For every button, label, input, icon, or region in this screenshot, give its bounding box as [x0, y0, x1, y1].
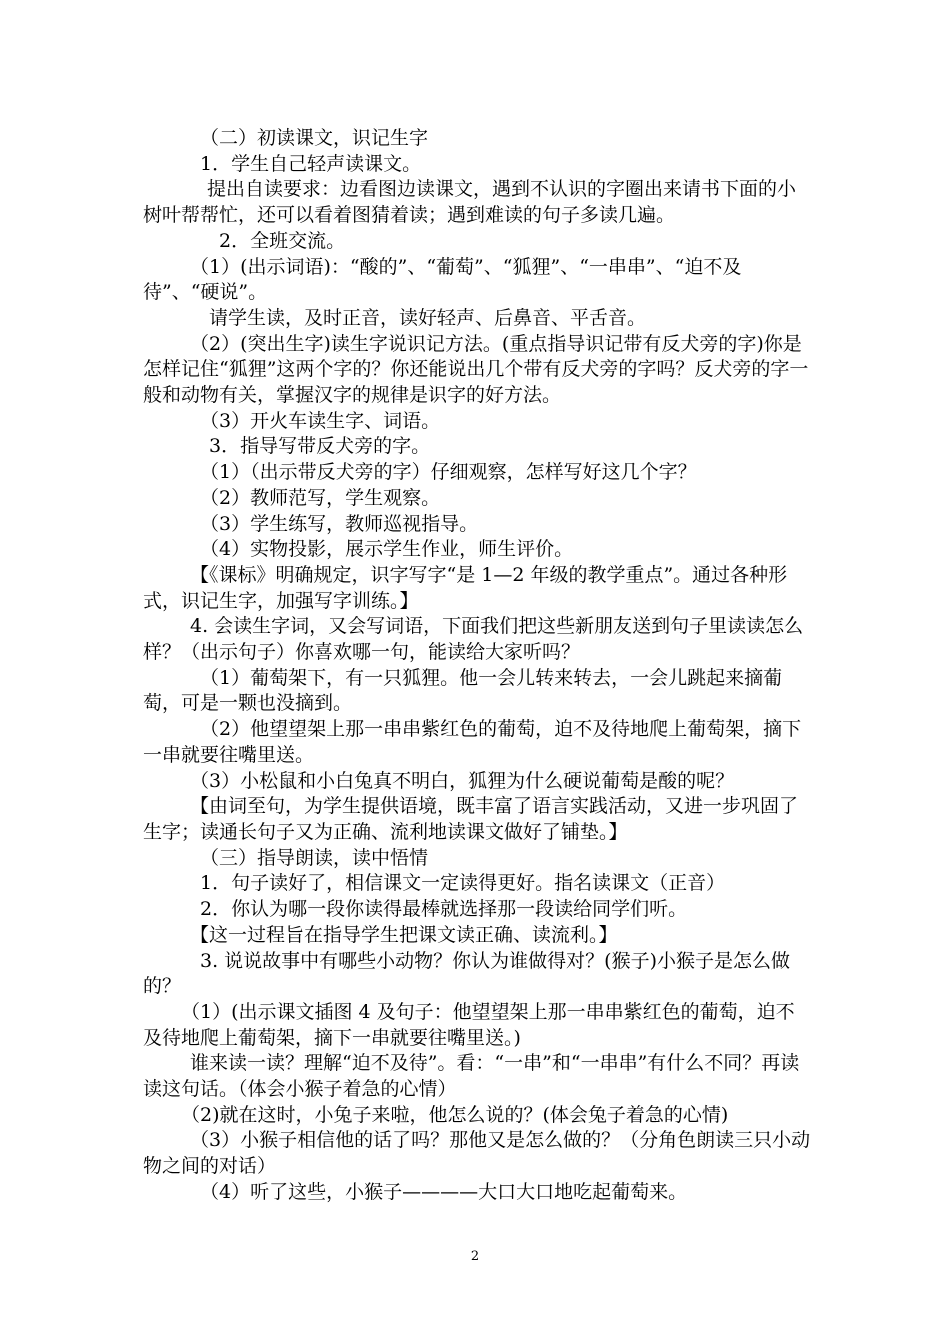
paragraph: （2）(突出生字)读生字说识记方法。(重点指导识记带有反犬旁的字)你是怎样记住“狐狸”这两个字的？你还能说出几个带有反犬旁的字吗？反犬旁的字一般和动物有关，掌握汉字的规律是识字的好方法。 [143, 332, 809, 407]
paragraph: （3）开火车读生字、词语。 [200, 409, 441, 432]
paragraph: 1．句子读好了，相信课文一定读得更好。指名读课文（正音） [200, 872, 726, 895]
paragraph: （二）初读课文，识记生字 [200, 127, 429, 149]
paragraph: （1）葡萄架下，有一只狐狸。他一会儿转来转去，一会儿跳起来摘葡萄，可是一颗也没摘到。 [143, 666, 783, 715]
paragraph: （1）(出示课文插图 4 及句子：他望望架上那一串串紫红色的葡萄，迫不及待地爬上葡萄架，摘下一串就要往嘴里送。) [143, 1000, 795, 1049]
paragraph: 【《课标》明确规定，识字写字“是 1—2 年级的教学重点”。通过各种形式，识记生字，加强写字训练。】 [143, 563, 788, 612]
paragraph: 4. 会读生字词，又会写词语，下面我们把这些新朋友送到句子里读读怎么样？（出示句子）你喜欢哪一句，能读给大家听吗？ [143, 615, 804, 664]
page-body [143, 126, 813, 1206]
paragraph: 2．你认为哪一段你读得最棒就选择那一段读给同学们听。 [200, 898, 688, 921]
page-number: 2 [470, 1249, 480, 1264]
paragraph: 2．全班交流。 [219, 229, 346, 252]
paragraph: （1）(出示词语)：“酸的”、“葡萄”、“狐狸”、“一串串”、“迫不及待”、“硬说”。 [143, 255, 742, 304]
paragraph: 【由词至句，为学生提供语境，既丰富了语言实践活动，又进一步巩固了生字；读通长句子又为正确、流利地读课文做好了铺垫。】 [143, 795, 799, 843]
paragraph: 谁来读一读？理解“迫不及待”。看：“一串”和“一串串”有什么不同？再读读这句话。（体会小猴子着急的心情） [143, 1052, 800, 1101]
paragraph: （3）小猴子相信他的话了吗？那他又是怎么做的？（分角色朗读三只小动物之间的对话） [143, 1129, 811, 1178]
paragraph: 3．指导写带反犬旁的字。 [209, 435, 431, 458]
paragraph: 请学生读，及时正音，读好轻声、后鼻音、平舌音。 [209, 306, 647, 329]
paragraph: （3）学生练写，教师巡视指导。 [200, 512, 479, 535]
paragraph: （2)就在这时，小兔子来啦，他怎么说的？(体会兔子着急的心情) [181, 1103, 729, 1126]
paragraph: 3. 说说故事中有哪些小动物？你认为谁做得对？(猴子)小猴子是怎么做的？ [143, 949, 790, 998]
paragraph: （2）他望望架上那一串串紫红色的葡萄，迫不及待地爬上葡萄架，摘下一串就要往嘴里送。 [143, 718, 802, 766]
paragraph: （三）指导朗读，读中悟情 [200, 846, 429, 869]
paragraph: 提出自读要求：边看图边读课文，遇到不认识的字圈出来请书下面的小树叶帮帮忙，还可以看着图猜着读；遇到难读的句子多读几遍。 [143, 178, 797, 227]
paragraph: 【这一过程旨在指导学生把课文读正确、读流利。】 [190, 923, 618, 946]
paragraph: 1．学生自己轻声读课文。 [200, 152, 422, 175]
paragraph: （4）听了这些，小猴子————大口大口地吃起葡萄来。 [200, 1180, 688, 1203]
paragraph: （2）教师范写，学生观察。 [200, 486, 441, 509]
paragraph: （1）（出示带反犬旁的字）仔细观察，怎样写好这几个字？ [200, 461, 697, 484]
paragraph: （3）小松鼠和小白兔真不明白，狐狸为什么硬说葡萄是酸的呢？ [190, 769, 735, 792]
paragraph: （4）实物投影，展示学生作业，师生评价。 [200, 538, 574, 561]
